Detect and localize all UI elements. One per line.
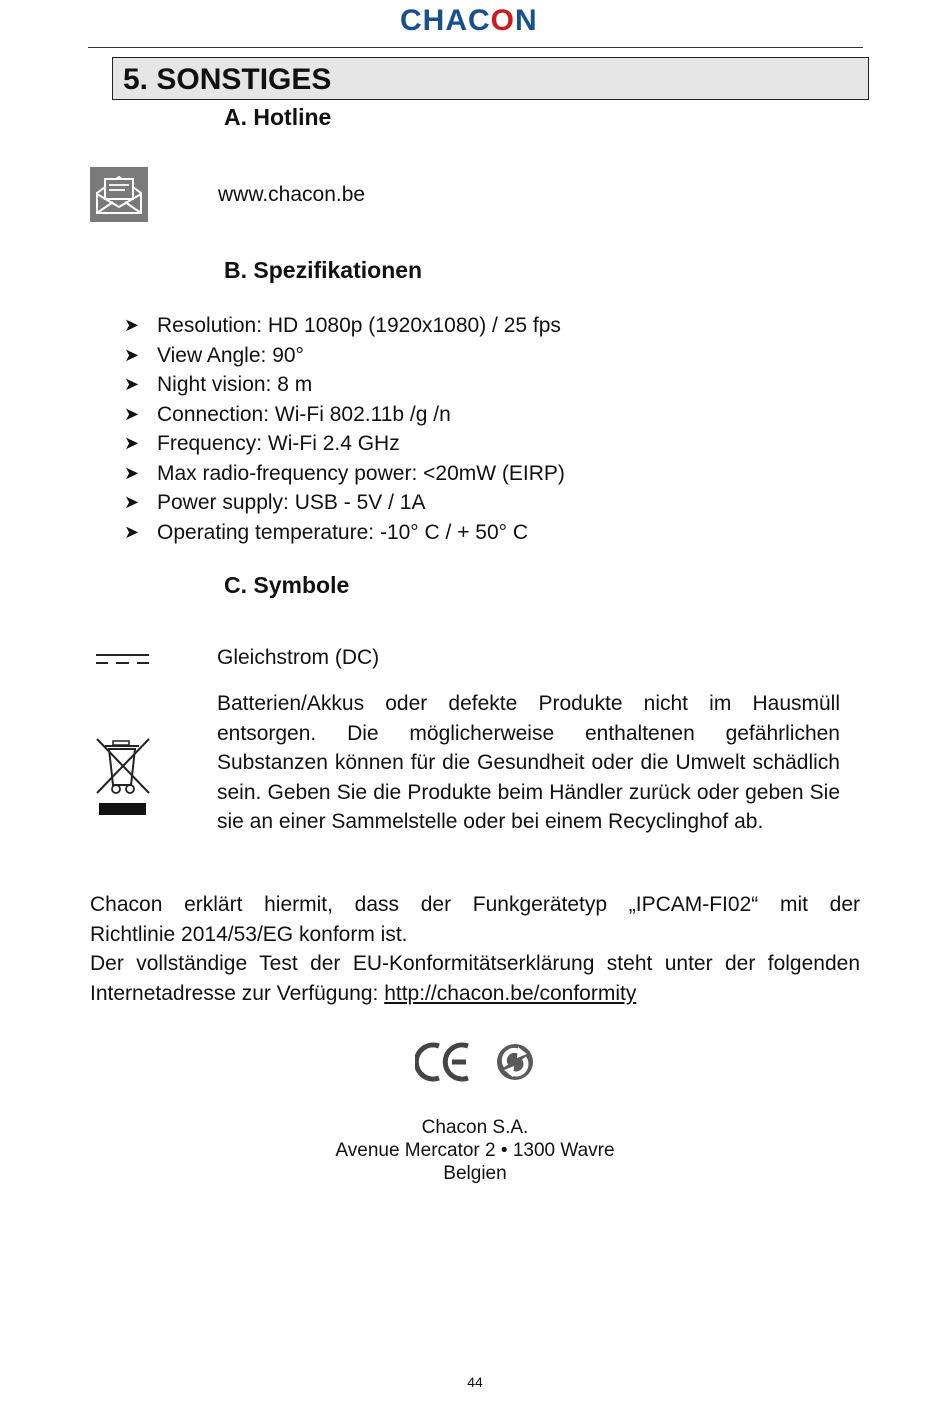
- weee-text: Batterien/Akkus oder defekte Produkte nicht im Hausmüll entsorgen. Die möglicherweise enthaltenen gefährlichen Substanzen können für die Gesundheit oder die Umwelt schädlich sein. Geben Sie die Produkte beim Händler zurück oder geben Sie sie an einer Sammelstelle oder bei einem Recyclinghof ab.: [217, 692, 840, 833]
- recycling-mark-icon: [494, 1040, 536, 1084]
- conformity-line-2: Richtlinie 2014/53/EG konform ist.: [90, 922, 408, 946]
- conformity-link[interactable]: http://chacon.be/conformity: [384, 981, 637, 1005]
- arrow-bullet-icon: ➤: [124, 462, 140, 483]
- company-name: Chacon S.A.: [421, 1117, 529, 1138]
- chacon-logo: [400, 4, 538, 38]
- list-item: ➤ Power supply: USB - 5V / 1A: [124, 488, 824, 518]
- arrow-bullet-icon: ➤: [124, 315, 140, 335]
- conformity-line-3: Der vollständige Test der EU-Konformitätserklärung steht unter der folgenden Internetadresse zur Verfügung: http://chacon.be/conformity: [90, 952, 860, 1005]
- ce-mark-icon: [415, 1040, 473, 1084]
- arrow-bullet-icon: ➤: [124, 374, 140, 394]
- list-item: ➤ Connection: Wi-Fi 802.11b /g /n: [124, 400, 824, 430]
- company-street: Avenue Mercator 2 • 1300 Wavre: [335, 1140, 615, 1161]
- arrow-bullet-icon: ➤: [124, 521, 140, 542]
- list-item: ➤ Max radio-frequency power: <20mW (EIRP): [124, 459, 824, 489]
- arrow-bullet-icon: ➤: [124, 433, 140, 453]
- specs-heading: B. Spezifikationen: [224, 257, 423, 283]
- list-item: ➤ Night vision: 8 m: [124, 370, 824, 400]
- company-address: [0, 1116, 950, 1185]
- page-number: 44: [467, 1374, 483, 1390]
- company-country: Belgien: [443, 1163, 507, 1184]
- arrow-bullet-icon: ➤: [124, 344, 140, 365]
- list-item: ➤ Operating temperature: -10° C / + 50° C: [124, 518, 824, 548]
- mail-icon: [90, 167, 148, 222]
- dc-text: Gleichstrom (DC): [217, 646, 380, 669]
- arrow-bullet-icon: ➤: [124, 403, 140, 424]
- conformity-line-1: Chacon erklärt hiermit, dass der Funkgerätetyp „IPCAM-FI02“ mit der: [90, 893, 860, 916]
- weee-bin-icon: [94, 737, 152, 819]
- spec-list: [124, 311, 824, 547]
- logo-text-2: N: [515, 4, 538, 37]
- symbols-heading: C. Symbole: [224, 572, 350, 598]
- section-title: 5. SONSTIGES: [112, 57, 869, 100]
- hotline-heading: A. Hotline: [224, 104, 332, 130]
- logo-text-o: O: [490, 4, 516, 37]
- list-item: ➤ View Angle: 90°: [124, 341, 824, 371]
- logo-text-1: CHAC: [400, 4, 491, 37]
- arrow-bullet-icon: ➤: [124, 492, 140, 512]
- header-divider: [88, 47, 863, 48]
- list-item: ➤ Frequency: Wi-Fi 2.4 GHz: [124, 429, 824, 459]
- list-item: ➤ Resolution: HD 1080p (1920x1080) / 25 fps: [124, 311, 824, 341]
- hotline-website: www.chacon.be: [218, 183, 366, 206]
- conformity-block: [90, 890, 860, 1008]
- dc-symbol-icon: [95, 652, 150, 666]
